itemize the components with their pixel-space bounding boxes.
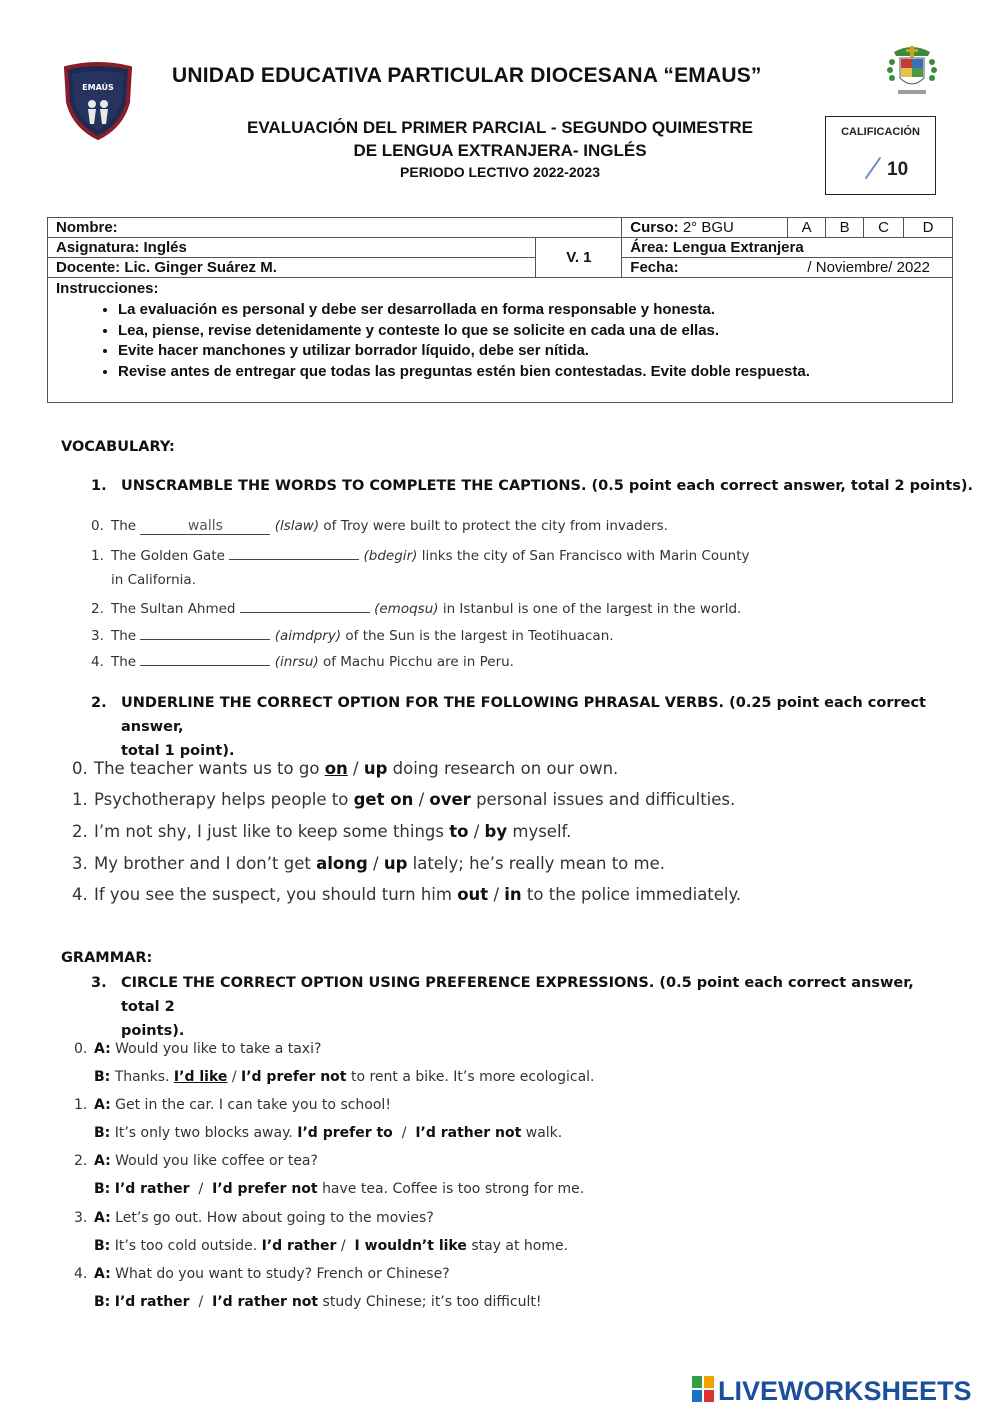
option-2[interactable]: I’d rather not xyxy=(415,1125,522,1141)
course-field xyxy=(622,218,788,238)
option-2[interactable]: in xyxy=(504,885,522,904)
q2-item-0: 0. The teacher wants us to go on / up doing research on our own. xyxy=(72,759,619,778)
instruction-item: • La evaluación es personal y debe ser desarrollada en forma responsable y honesta. xyxy=(118,300,944,321)
option-1[interactable]: I’d prefer to xyxy=(297,1125,393,1141)
version-cell: V. 1 xyxy=(536,238,622,278)
q3-item-2-b: B: I’d rather / I’d prefer not have tea. Coffee is too strong for me. xyxy=(94,1181,585,1197)
svg-text:LIVEWORKSHEETS: LIVEWORKSHEETS xyxy=(718,1376,972,1405)
grade-slash xyxy=(865,157,882,179)
instruction-item: • Lea, piense, revise detenidamente y conteste lo que se solicite en cada una de ellas. xyxy=(118,321,944,342)
question-3-title: 3. CIRCLE THE CORRECT OPTION USING PREFERENCE EXPRESSIONS. (0.5 point each correct answer, total 2 points). xyxy=(121,971,951,1043)
q1-item-1-continuation: in California. xyxy=(111,572,196,588)
q2-item-3: 3. My brother and I don’t get along / up lately; he’s really mean to me. xyxy=(72,854,665,873)
q2-item-4: 4. If you see the suspect, you should turn him out / in to the police immediately. xyxy=(72,885,742,904)
diocese-crest-icon xyxy=(886,42,938,98)
exam-title-line2: DE LENGUA EXTRANJERA- INGLÉS xyxy=(353,141,647,160)
area-field: Área: Lengua Extranjera xyxy=(622,238,953,258)
option-2[interactable]: over xyxy=(429,790,471,809)
answer-blank[interactable] xyxy=(229,545,359,560)
answer-blank[interactable] xyxy=(240,598,370,613)
option-1[interactable]: get on xyxy=(353,790,414,809)
q3-item-4-a: 4. A: What do you want to study? French or Chinese? xyxy=(74,1266,450,1282)
instruction-item: • Evite hacer manchones y utilizar borrador líquido, debe ser nítida. xyxy=(118,341,944,362)
answer-blank[interactable]: walls xyxy=(140,518,270,535)
option-2[interactable]: up xyxy=(383,854,408,873)
instruction-item: • Revise antes de entregar que todas las preguntas estén bien contestadas. Evite doble respuesta. xyxy=(118,362,944,383)
question-2-title: 2. UNDERLINE THE CORRECT OPTION FOR THE FOLLOWING PHRASAL VERBS. (0.25 point each correct answer, total 1 point). xyxy=(121,691,951,763)
option-1[interactable]: out xyxy=(457,885,489,904)
option-2[interactable]: I’d rather not xyxy=(212,1294,319,1310)
course-option-d[interactable]: D xyxy=(904,218,953,238)
date-field[interactable] xyxy=(622,258,953,278)
option-1[interactable]: I’d like xyxy=(173,1069,228,1085)
question-number: 3. xyxy=(91,975,107,991)
name-label: Nombre: xyxy=(56,218,118,236)
q3-item-0-a: 0. A: Would you like to take a taxi? xyxy=(74,1041,322,1057)
instructions-label: Instrucciones: xyxy=(56,280,159,297)
date-value: / Noviembre/ 2022 xyxy=(807,258,930,276)
student-info-table xyxy=(47,217,953,403)
svg-text:EMAÚS: EMAÚS xyxy=(82,83,114,92)
school-name: UNIDAD EDUCATIVA PARTICULAR DIOCESANA “EMAUS” xyxy=(172,64,762,87)
name-field[interactable] xyxy=(48,218,622,238)
q2-item-2: 2. I’m not shy, I just like to keep some things to / by myself. xyxy=(72,822,572,841)
course-value: 2° BGU xyxy=(682,218,734,236)
q3-item-4-b: B: I’d rather / I’d rather not study Chinese; it’s too difficult! xyxy=(94,1294,542,1310)
option-2[interactable]: up xyxy=(363,759,388,778)
option-2[interactable]: I’d prefer not xyxy=(212,1181,318,1197)
answer-blank[interactable] xyxy=(140,651,270,666)
q1-item-3: 3. The (aimdpry) of the Sun is the largest in Teotihuacan. xyxy=(91,625,614,644)
school-logo xyxy=(62,62,134,140)
vocabulary-heading: VOCABULARY: xyxy=(61,439,175,455)
answer-blank[interactable] xyxy=(140,625,270,640)
grammar-heading: GRAMMAR: xyxy=(61,950,153,966)
school-period: PERIODO LECTIVO 2022-2023 xyxy=(400,164,600,180)
course-label: Curso: xyxy=(630,218,679,236)
option-1[interactable]: to xyxy=(449,822,469,841)
q3-item-3-a: 3. A: Let’s go out. How about going to the movies? xyxy=(74,1210,434,1226)
option-1[interactable]: along xyxy=(316,854,368,873)
grade-box[interactable] xyxy=(825,116,936,195)
question-1-title: 1. UNSCRAMBLE THE WORDS TO COMPLETE THE CAPTIONS. (0.5 point each correct answer, total 2 points). xyxy=(121,474,973,498)
q3-item-1-a: 1. A: Get in the car. I can take you to school! xyxy=(74,1097,391,1113)
option-2[interactable]: I wouldn’t like xyxy=(354,1238,467,1254)
q1-item-0: 0. The walls (lslaw) of Troy were built to protect the city from invaders. xyxy=(91,518,668,534)
option-1[interactable]: I’d rather xyxy=(114,1181,190,1197)
question-number: 1. xyxy=(91,478,107,494)
option-1[interactable]: I’d rather xyxy=(261,1238,337,1254)
teacher-field: Docente: Lic. Ginger Suárez M. xyxy=(48,258,536,278)
grade-total: 10 xyxy=(887,159,909,180)
liveworksheets-logo[interactable] xyxy=(690,1373,990,1405)
q1-item-2: 2. The Sultan Ahmed (emoqsu) in Istanbul is one of the largest in the world. xyxy=(91,598,741,617)
instructions-box xyxy=(48,278,953,403)
course-option-b[interactable]: B xyxy=(826,218,864,238)
grade-label: CALIFICACIÓN xyxy=(841,126,920,138)
q3-item-3-b: B: It’s too cold outside. I’d rather / I wouldn’t like stay at home. xyxy=(94,1238,569,1254)
question-number: 2. xyxy=(91,695,107,711)
q1-item-1: 1. The Golden Gate (bdegir) links the city of San Francisco with Marin County xyxy=(91,545,750,564)
q2-item-1: 1. Psychotherapy helps people to get on / over personal issues and difficulties. xyxy=(72,790,736,809)
liveworksheets-icon xyxy=(692,1376,714,1402)
subject-field: Asignatura: Inglés xyxy=(48,238,536,258)
option-2[interactable]: by xyxy=(484,822,508,841)
course-option-c[interactable]: C xyxy=(864,218,904,238)
option-1[interactable]: on xyxy=(324,759,348,778)
q3-item-0-b: B: Thanks. I’d like / I’d prefer not to rent a bike. It’s more ecological. xyxy=(94,1069,595,1085)
q3-item-1-b: B: It’s only two blocks away. I’d prefer to / I’d rather not walk. xyxy=(94,1125,563,1141)
date-label: Fecha: xyxy=(630,258,679,276)
option-1[interactable]: I’d rather xyxy=(114,1294,190,1310)
q3-item-2-a: 2. A: Would you like coffee or tea? xyxy=(74,1153,318,1169)
course-option-a[interactable]: A xyxy=(788,218,826,238)
instructions-list xyxy=(56,300,944,382)
q1-item-4: 4. The (inrsu) of Machu Picchu are in Peru. xyxy=(91,651,514,670)
exam-title-line1: EVALUACIÓN DEL PRIMER PARCIAL - SEGUNDO QUIMESTRE xyxy=(247,118,753,137)
option-2[interactable]: I’d prefer not xyxy=(241,1069,347,1085)
